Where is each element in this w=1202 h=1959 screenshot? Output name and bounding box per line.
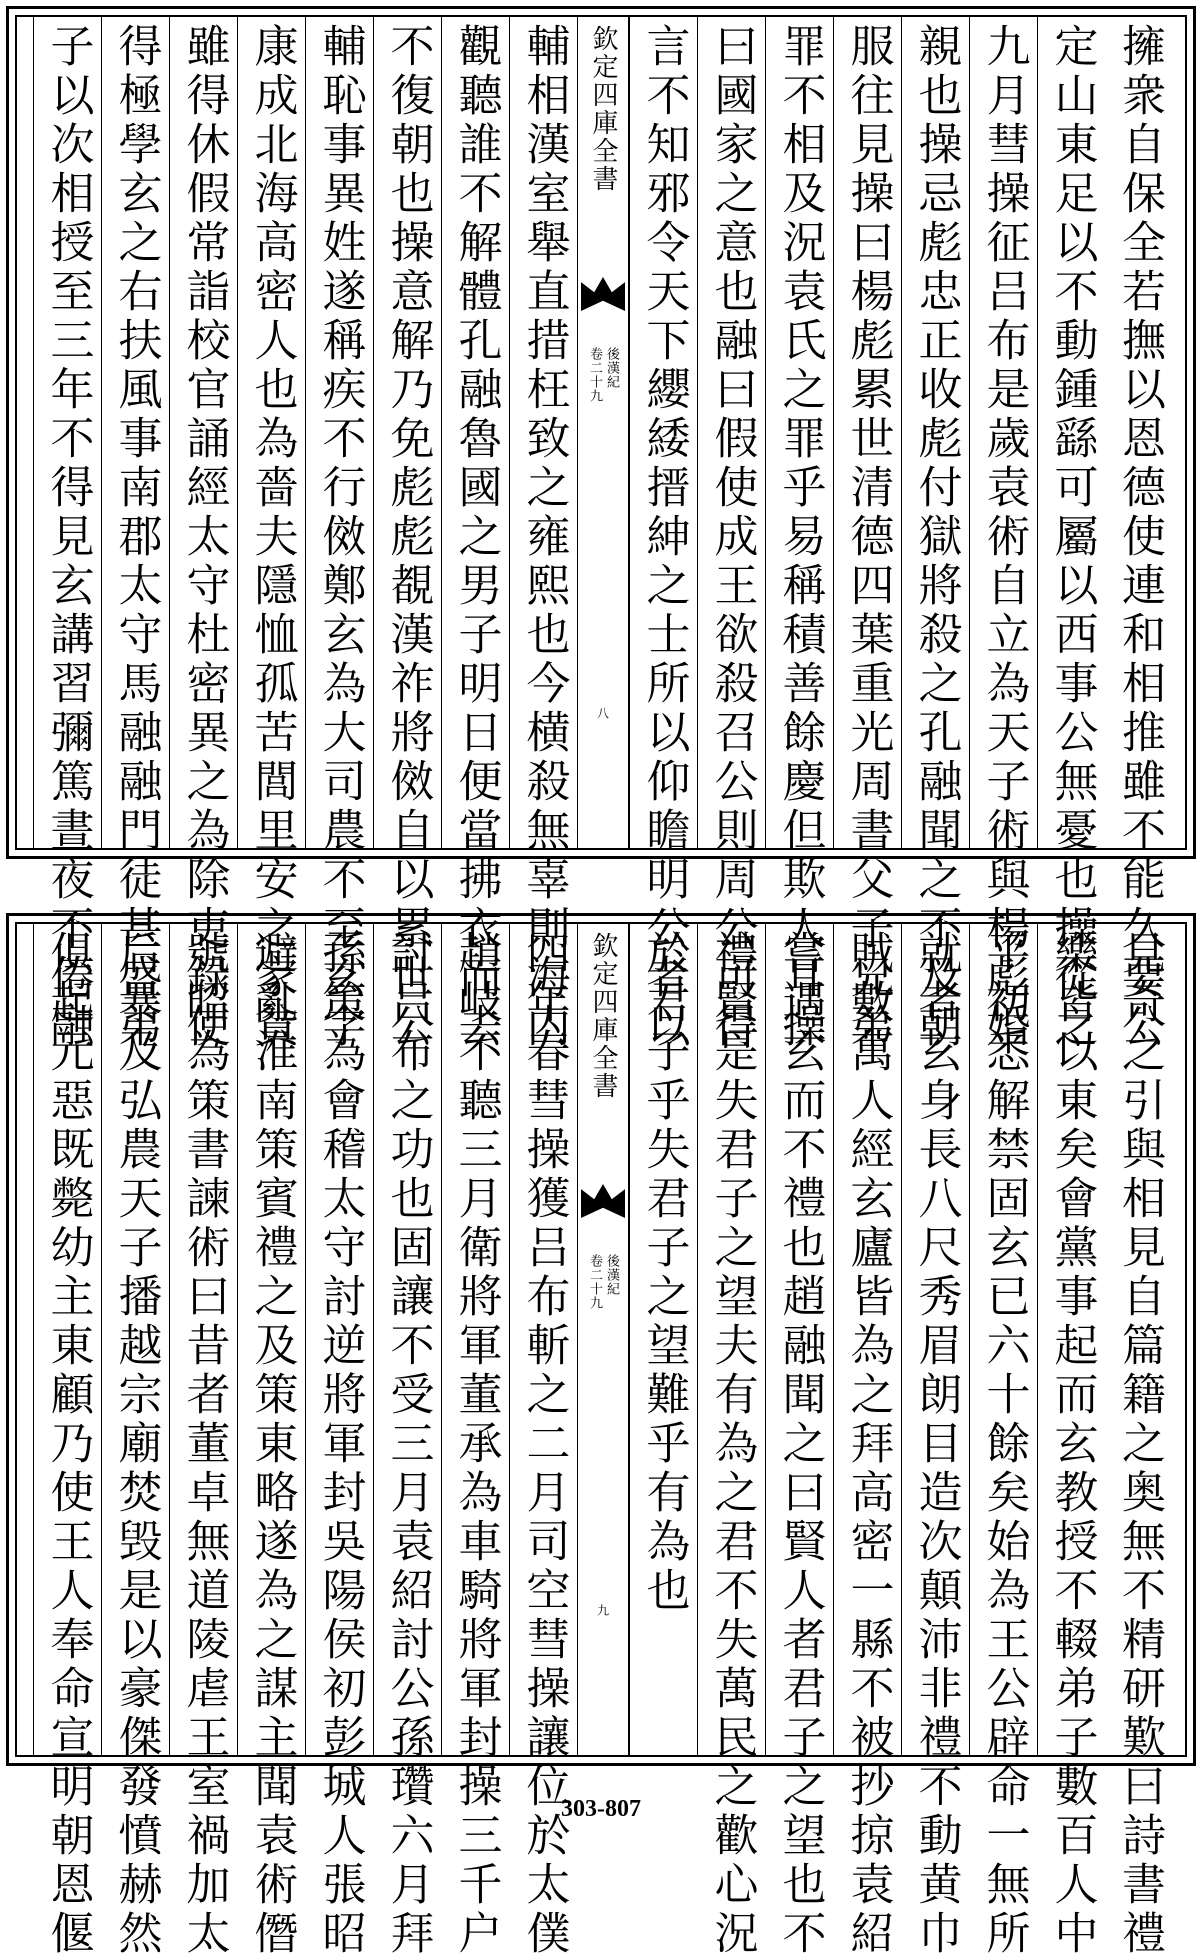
text-column [101, 17, 169, 1052]
column-text: 得極學玄之右扶風事南郡太守馬融融門徒甚盛弟 [110, 23, 162, 1052]
folio-number: 八 [595, 707, 610, 719]
column-text: 號昭為策書諫術曰昔者董卓無道陵虐王室禍加太 [178, 930, 230, 1959]
page-number: 303-807 [561, 1796, 641, 1822]
volume-number: 卷二十九 [587, 347, 602, 403]
top-page-frame [15, 15, 1187, 1052]
column-text: 觀聽誰不解體孔融魯國之男子明日便當拂衣而去 [450, 23, 502, 1052]
column-text: 不復朝也操意解乃免彪彪覩漢祚將傚自以累世公 [382, 23, 434, 1052]
center-fold [577, 17, 629, 848]
column-text: 罪不相及況袁氏之罪乎易稱積善餘慶但欺人耳操 [774, 23, 826, 1052]
chapter-label [588, 347, 618, 403]
series-title: 欽定四庫全書 [588, 932, 618, 1100]
text-column [901, 17, 969, 1052]
text-column [765, 924, 833, 1959]
folio-number: 九 [595, 1604, 610, 1616]
text-column [237, 924, 305, 1959]
text-column [441, 17, 509, 1052]
text-column [969, 17, 1037, 1052]
text-column [1105, 17, 1173, 1052]
column-text: 四年春彗操獲吕布斬之二月司空彗操讓位於太僕 [518, 930, 570, 1959]
text-column [1105, 924, 1173, 1959]
text-column [373, 17, 441, 1052]
fish-tail-mark [581, 277, 625, 311]
text-column [833, 924, 901, 1959]
column-text: 平初悉解禁固玄已六十餘矣始為王公辟命一無所 [978, 930, 1030, 1959]
book-title: 後漢紀 [604, 347, 619, 389]
series-title: 欽定四庫全書 [588, 25, 618, 193]
top-page [6, 6, 1196, 1052]
text-column [697, 924, 765, 1959]
column-text: 賊數萬人經玄廬皆為之拜高密一縣不被抄掠袁紹 [842, 930, 894, 1959]
column-text: 雖得休假常詣校官誦經太守杜密異之為除吏録使 [178, 23, 230, 1052]
center-fold [577, 924, 629, 1755]
text-column [169, 17, 237, 1052]
column-text: 俱起元惡既斃幼主東顧乃使王人奉命宣明朝恩偃 [42, 930, 94, 1959]
column-text: 輔相漢室舉直措枉致之雍熙也今横殺無辜則海内 [518, 23, 570, 1052]
column-text: 曰國家之意也融曰假使成王欲殺召公則周公可得 [706, 23, 758, 1052]
fish-tail-mark [581, 1184, 625, 1218]
text-column [169, 924, 237, 1959]
column-text: 避亂淮南策賓禮之及策東略遂為之謀主聞袁術僭 [246, 930, 298, 1959]
text-column [629, 924, 697, 1755]
column-text: 服往見操曰楊彪累世清德四葉重光周書父子兄弟 [842, 23, 894, 1052]
text-column [969, 924, 1037, 1959]
text-column [1037, 17, 1105, 1052]
column-text: 樂皆以東矣會黨事起而玄教授不輟弟子數百人中 [1046, 930, 1098, 1959]
text-column [1037, 924, 1105, 1959]
column-text: 定山東足以不動鍾繇可屬以西事公無憂也操從之 [1046, 23, 1098, 1052]
text-column [509, 924, 577, 1959]
text-column [33, 17, 101, 1052]
text-column [101, 924, 169, 1959]
text-column [373, 924, 441, 1959]
column-text: 擁衆自保全若撫以恩德使連和相推雖不能久要公 [1114, 23, 1165, 1052]
volume-number: 卷二十九 [587, 1254, 602, 1310]
book-title: 後漢紀 [604, 1254, 619, 1296]
column-text: 言不知邪令天下纓緌搢紳之士所以仰瞻明公者以 [638, 23, 690, 1052]
text-column [237, 17, 305, 1052]
column-text: 趙岐不聽三月衛將軍董承為車騎將軍封操三千户 [450, 930, 502, 1959]
text-column [765, 17, 833, 1052]
text-column [509, 17, 577, 1052]
column-text: 九月彗操征吕布是歲袁術自立為天子術與楊彪婚 [978, 23, 1030, 1052]
text-column [441, 924, 509, 1959]
text-column [305, 17, 373, 1052]
column-text: 見奇之引與相見自篇籍之奥無不精研歎曰詩書禮 [1114, 930, 1165, 1959]
column-text: 康成北海高密人也為嗇夫隱恤孤苦閭里安之家貧 [246, 23, 298, 1052]
column-text: 輔恥事異姓遂稱疾不行傚鄭玄為大司農不至玄字 [314, 23, 366, 1052]
text-column [33, 924, 101, 1959]
column-text: 后暴及弘農天子播越宗廟焚毁是以豪傑發憤赫然 [110, 930, 162, 1959]
column-text: 於君子乎失君子之望難乎有為也 [638, 930, 690, 1616]
column-text: 孫策為會稽太守討逆將軍封吳陽侯初彭城人張昭 [314, 930, 366, 1959]
text-column [901, 924, 969, 1959]
column-text: 親也操忌彪忠正收彪付獄將殺之孔融聞之不及朝 [910, 23, 962, 1052]
column-text: 就者玄身長八尺秀眉朗目造次顛沛非禮不動黄巾 [910, 930, 962, 1959]
text-column [305, 924, 373, 1959]
text-column [697, 17, 765, 1052]
column-text: 子以次相授至三年不得見玄講習彌篤晝夜不倦融 [42, 23, 94, 1052]
text-column [833, 17, 901, 1052]
column-text: 嘗遇玄而不禮也趙融聞之曰賢人者君子之望也不 [774, 930, 826, 1959]
column-text: 禮賢是失君子之望夫有為之君不失萬民之歡心況 [706, 930, 758, 1959]
chapter-label [588, 1254, 618, 1310]
column-text: 討吕布之功也固讓不受三月袁紹討公孫瓚六月拜 [382, 930, 434, 1959]
text-column [629, 17, 697, 1052]
